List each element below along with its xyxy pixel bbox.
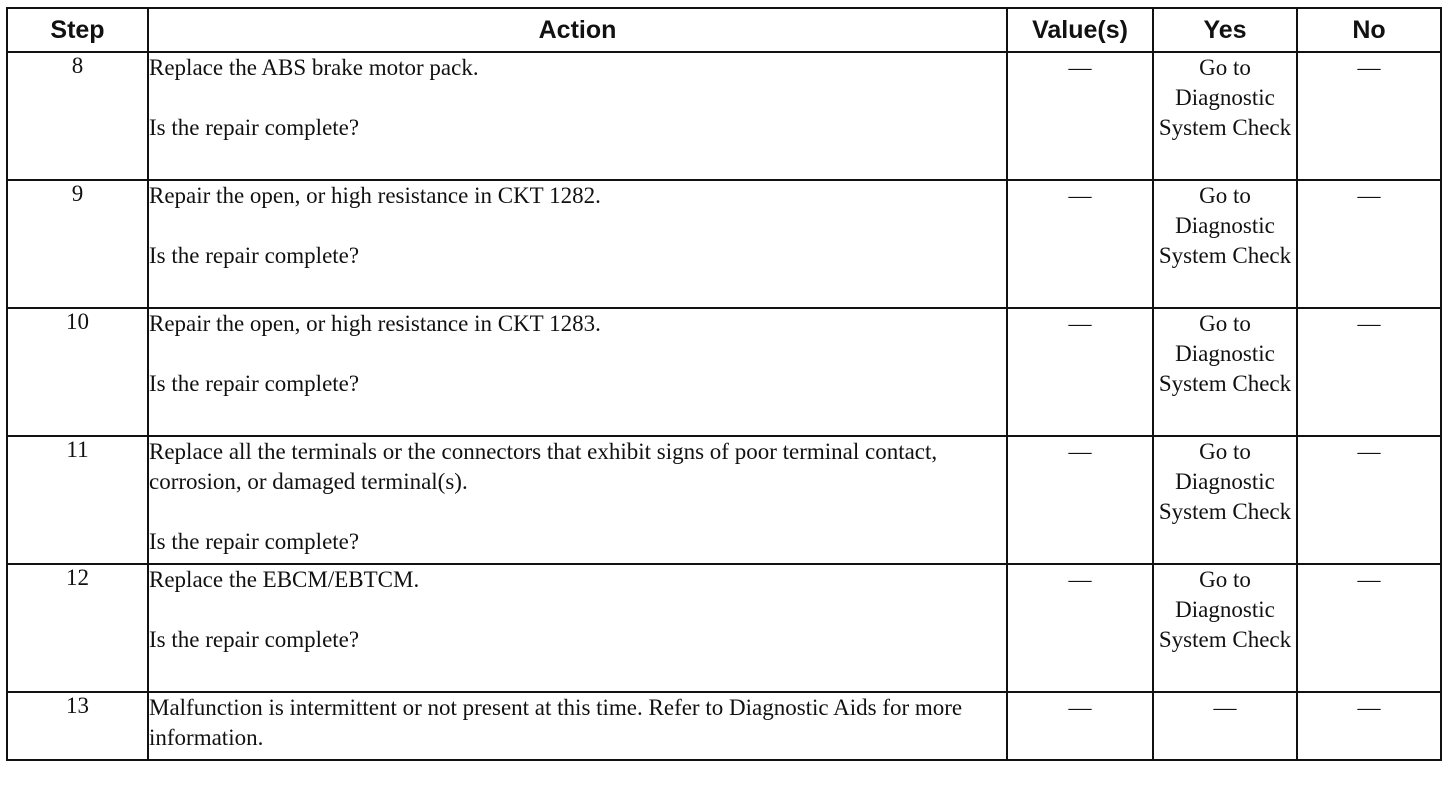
- yes-cell: Go to Diagnostic System Check: [1153, 180, 1297, 308]
- values-cell: —: [1007, 436, 1153, 564]
- action-text: Repair the open, or high resistance in CKT 1283.: [149, 311, 601, 336]
- step-cell: 8: [7, 52, 148, 180]
- document-page: [6, 7, 1440, 761]
- action-cell: [148, 564, 1007, 692]
- yes-cell: Go to Diagnostic System Check: [1153, 52, 1297, 180]
- table-row: [7, 52, 1441, 180]
- values-cell: —: [1007, 692, 1153, 760]
- table-row: [7, 308, 1441, 436]
- action-question: Is the repair complete?: [149, 627, 360, 652]
- no-cell: —: [1297, 180, 1441, 308]
- yes-cell: Go to Diagnostic System Check: [1153, 308, 1297, 436]
- action-cell: [148, 308, 1007, 436]
- no-cell: —: [1297, 52, 1441, 180]
- action-text: Replace all the terminals or the connectors that exhibit signs of poor terminal contact, corrosion, or damaged terminal(s).: [149, 439, 938, 494]
- step-cell: 11: [7, 436, 148, 564]
- table-row: [7, 180, 1441, 308]
- header-action: Action: [148, 8, 1007, 52]
- action-cell: [148, 436, 1007, 564]
- action-question: Is the repair complete?: [149, 371, 360, 396]
- step-cell: 10: [7, 308, 148, 436]
- no-cell: —: [1297, 436, 1441, 564]
- no-cell: —: [1297, 564, 1441, 692]
- yes-cell: Go to Diagnostic System Check: [1153, 564, 1297, 692]
- action-question: Is the repair complete?: [149, 115, 360, 140]
- action-cell: [148, 52, 1007, 180]
- action-text: Replace the EBCM/EBTCM.: [149, 567, 420, 592]
- values-cell: —: [1007, 308, 1153, 436]
- step-cell: 9: [7, 180, 148, 308]
- table-header-row: [7, 8, 1441, 52]
- step-cell: 12: [7, 564, 148, 692]
- yes-cell: Go to Diagnostic System Check: [1153, 436, 1297, 564]
- table-row: [7, 692, 1441, 760]
- action-cell: [148, 180, 1007, 308]
- values-cell: —: [1007, 180, 1153, 308]
- values-cell: —: [1007, 52, 1153, 180]
- action-question: Is the repair complete?: [149, 529, 360, 554]
- header-values: Value(s): [1007, 8, 1153, 52]
- table-row: [7, 436, 1441, 564]
- yes-cell: —: [1153, 692, 1297, 760]
- header-yes: Yes: [1153, 8, 1297, 52]
- action-cell: [148, 692, 1007, 760]
- header-step: Step: [7, 8, 148, 52]
- action-question: Is the repair complete?: [149, 243, 360, 268]
- action-text: Replace the ABS brake motor pack.: [149, 55, 479, 80]
- no-cell: —: [1297, 308, 1441, 436]
- no-cell: —: [1297, 692, 1441, 760]
- header-no: No: [1297, 8, 1441, 52]
- step-cell: 13: [7, 692, 148, 760]
- table-row: [7, 564, 1441, 692]
- action-text: Repair the open, or high resistance in CKT 1282.: [149, 183, 601, 208]
- values-cell: —: [1007, 564, 1153, 692]
- action-text: Malfunction is intermittent or not present at this time. Refer to Diagnostic Aids for more information.: [149, 695, 963, 750]
- diagnostic-table: [6, 7, 1442, 761]
